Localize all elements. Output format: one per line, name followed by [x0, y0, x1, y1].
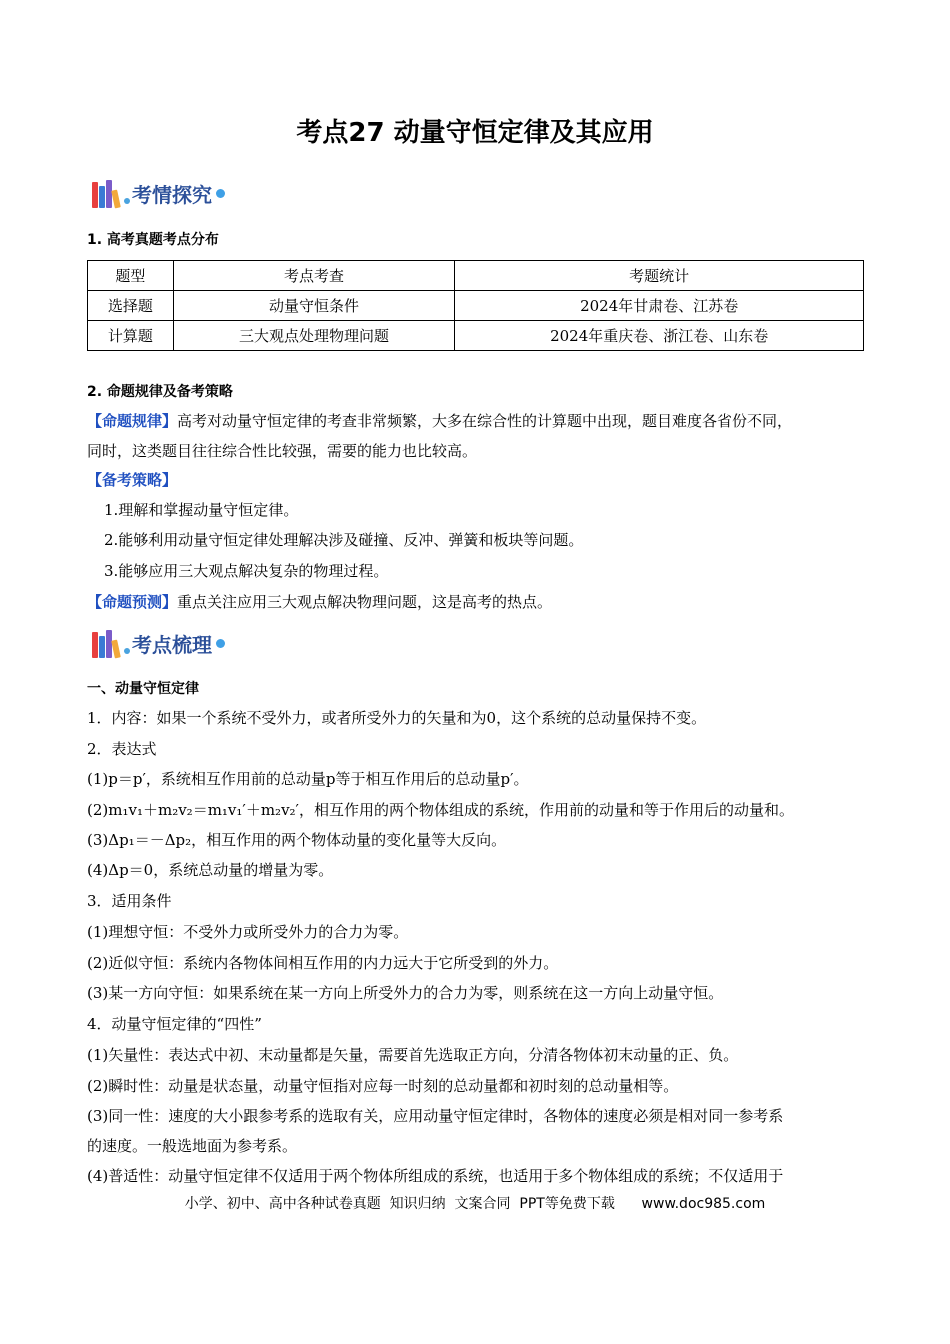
strategy-tag: 【备考策略】	[87, 471, 178, 489]
strategy-item: 3.能够应用三大观点解决复杂的物理过程。	[104, 562, 389, 580]
section-banner-exam-analysis	[90, 178, 250, 210]
table-header-cell: 考题统计	[455, 261, 864, 291]
body-line: (2)近似守恒：系统内各物体间相互作用的内力远大于它所受到的外力。	[87, 954, 559, 972]
body-line: (4)普适性：动量守恒定律不仅适用于两个物体所组成的系统，也适用于多个物体组成的系统；不仅适用于	[87, 1167, 784, 1185]
table-cell: 选择题	[88, 291, 174, 321]
books-icon	[90, 178, 122, 210]
banner-label: 考点梳理	[132, 633, 212, 657]
table-cell: 计算题	[88, 321, 174, 351]
forecast-tag: 【命题预测】	[87, 593, 178, 611]
strategy-item: 1.理解和掌握动量守恒定律。	[104, 501, 299, 519]
table-header-cell: 考点考查	[173, 261, 455, 291]
dot-icon	[216, 189, 225, 198]
body-line: 4．动量守恒定律的“四性”	[87, 1015, 262, 1033]
body-line: 的速度。一般选地面为参考系。	[87, 1137, 298, 1155]
body-line: 2．表达式	[87, 740, 157, 758]
section-heading: 1. 高考真题考点分布	[87, 232, 219, 248]
forecast-paragraph	[87, 592, 552, 612]
table-cell: 2024年重庆卷、浙江卷、山东卷	[455, 321, 864, 351]
table-header-row	[88, 261, 864, 291]
rule-text-continued: 同时，这类题目往往综合性比较强，需要的能力也比较高。	[87, 442, 478, 460]
table-row	[88, 291, 864, 321]
dot-icon	[216, 639, 225, 648]
table-row	[88, 321, 864, 351]
body-line: (3)同一性：速度的大小跟参考系的选取有关，应用动量守恒定律时，各物体的速度必须是相对同一参考系	[87, 1107, 784, 1125]
rule-tag: 【命题规律】	[87, 412, 178, 430]
body-line: (3)某一方向守恒：如果系统在某一方向上所受外力的合力为零，则系统在这一方向上动量守恒。	[87, 984, 724, 1002]
table-cell: 2024年甘肃卷、江苏卷	[455, 291, 864, 321]
body-line: (2)瞬时性：动量是状态量，动量守恒指对应每一时刻的总动量都和初时刻的总动量相等。	[87, 1077, 679, 1095]
page-footer: 小学、初中、高中各种试卷真题 知识归纳 文案合同 PPT等免费下载 www.doc985.com	[184, 1196, 766, 1212]
body-line: (1)矢量性：表达式中初、末动量都是矢量，需要首先选取正方向，分清各物体初末动量的正、负。	[87, 1046, 739, 1064]
exam-distribution-table	[87, 260, 864, 351]
table-cell: 动量守恒条件	[173, 291, 455, 321]
body-line: (2)m₁v₁＋m₂v₂＝m₁v₁′＋m₂v₂′，相互作用的两个物体组成的系统，作用前的动量和等于作用后的动量和。	[87, 801, 794, 819]
dot-icon	[124, 198, 130, 204]
body-line: (3)Δp₁＝－Δp₂，相互作用的两个物体动量的变化量等大反向。	[87, 831, 507, 849]
section-banner-knowledge	[90, 628, 250, 660]
body-line: (1)理想守恒：不受外力或所受外力的合力为零。	[87, 923, 409, 941]
forecast-text: 重点关注应用三大观点解决物理问题，这是高考的热点。	[177, 593, 553, 611]
body-line: (4)Δp＝0，系统总动量的增量为零。	[87, 861, 334, 879]
banner-label: 考情探究	[132, 183, 212, 207]
strategy-item: 2.能够利用动量守恒定律处理解决涉及碰撞、反冲、弹簧和板块等问题。	[104, 531, 584, 549]
rule-text: 高考对动量守恒定律的考查非常频繁，大多在综合性的计算题中出现，题目难度各省份不同，	[177, 412, 793, 430]
table-cell: 三大观点处理物理问题	[173, 321, 455, 351]
body-line: 3．适用条件	[87, 892, 172, 910]
books-icon	[90, 628, 122, 660]
table-header-cell: 题型	[88, 261, 174, 291]
body-line: 1．内容：如果一个系统不受外力，或者所受外力的矢量和为0，这个系统的总动量保持不变。	[87, 709, 707, 727]
section-heading: 2. 命题规律及备考策略	[87, 384, 233, 400]
body-line: (1)p＝p′，系统相互作用前的总动量p等于相互作用后的总动量p′。	[87, 770, 529, 788]
rule-paragraph	[87, 411, 792, 431]
dot-icon	[124, 648, 130, 654]
page-title: 考点27 动量守恒定律及其应用	[296, 118, 654, 148]
part-heading: 一、动量守恒定律	[87, 681, 199, 697]
